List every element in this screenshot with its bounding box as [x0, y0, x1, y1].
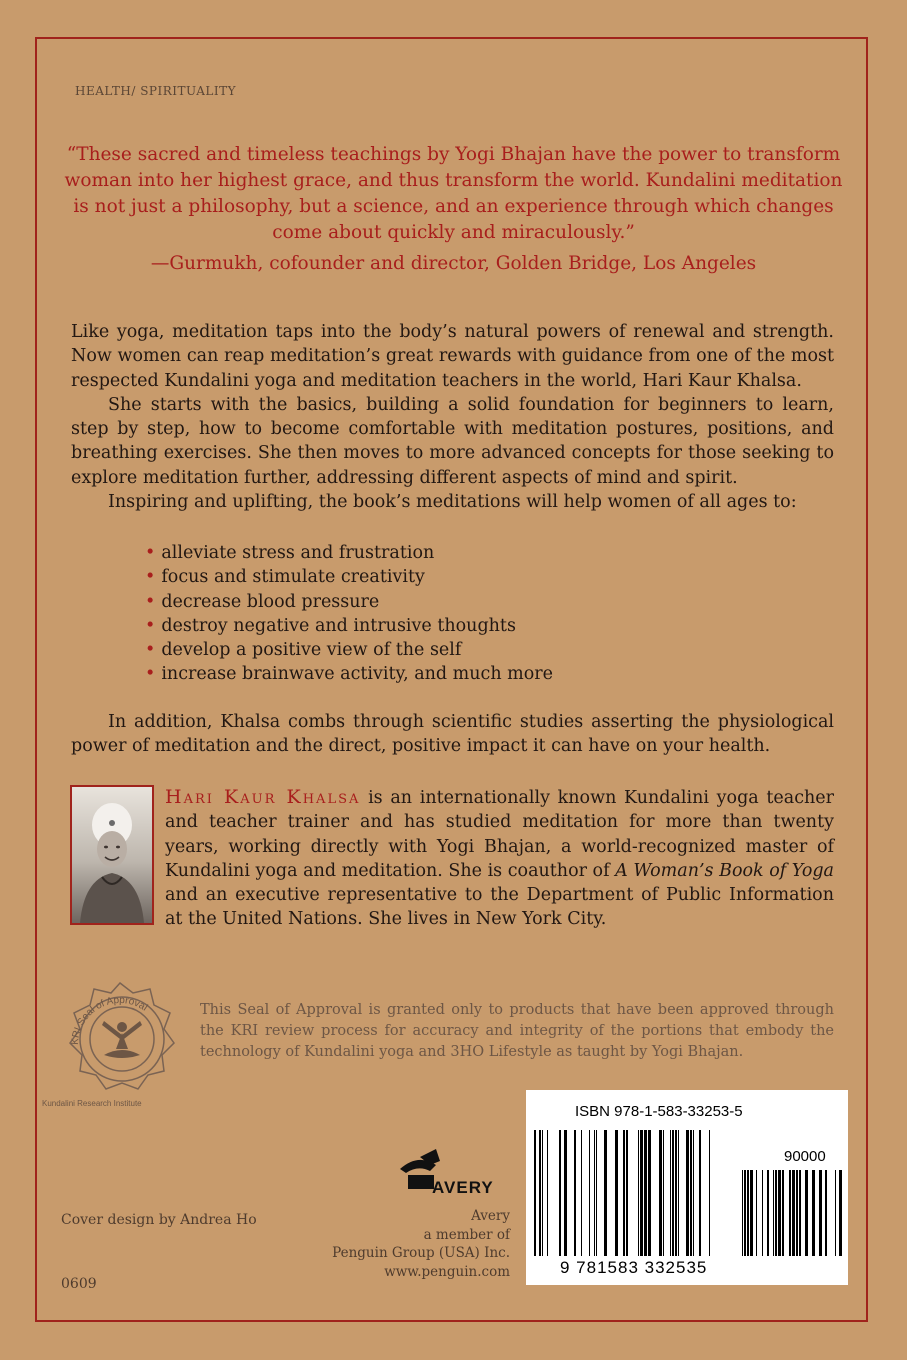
author-bio: Hari Kaur Khalsa is an internationally known Kundalini yoga teacher and teacher trainer and has studied meditation for more than twenty years, working directly with Yogi Bhajan, a world-recognized master of Kundalini yoga and meditation. She is coauthor of A Woman’s Book of Yoga and an executive representative to the Department of Public Information at the United Nations. She lives in New York City.	[165, 786, 835, 930]
paragraph-1: Like yoga, meditation taps into the body’s natural powers of renewal and strength. Now women can reap meditation’s great rewards with guidance from one of the most respected Kundalini yoga and meditation teachers in the world, Hari Kaur Khalsa.	[71, 322, 834, 391]
barcode-bar	[778, 1170, 781, 1256]
barcode-bar	[796, 1170, 798, 1256]
seal-description: This Seal of Approval is granted only to products that have been approved through the KRI review process for accuracy and integrity of the portions that embody the technology of Kundalini yoga and 3HO Lifestyle as taught by Yogi Bhajan.	[200, 1002, 834, 1060]
seal-arc-text: KRI Seal of Approval	[69, 994, 150, 1046]
barcode-bar	[644, 1130, 647, 1256]
publisher-info	[300, 1207, 510, 1281]
barcode-bar	[792, 1170, 795, 1256]
barcode-bar	[762, 1170, 763, 1256]
barcode-bar	[547, 1130, 548, 1256]
barcode-bar	[604, 1130, 607, 1256]
barcode-bar	[799, 1170, 801, 1256]
barcode-bar	[812, 1170, 815, 1256]
author-photo	[70, 785, 154, 925]
isbn-text: ISBN 978-1-583-33253-5	[575, 1103, 743, 1120]
barcode-bar	[675, 1130, 677, 1256]
barcode-bar	[825, 1170, 827, 1256]
barcode-bar	[773, 1170, 774, 1256]
paragraph-3: Inspiring and uplifting, the book’s meditations will help women of all ages to:	[108, 492, 797, 513]
list-item: • destroy negative and intrusive thoughts	[145, 615, 516, 636]
barcode-bar	[805, 1170, 808, 1256]
barcode-bar	[542, 1130, 543, 1256]
list-item: • focus and stimulate creativity	[145, 567, 425, 588]
barcode-bar	[835, 1170, 836, 1256]
description-body	[71, 320, 834, 514]
barcode-bar	[690, 1130, 692, 1256]
benefit-list	[145, 541, 553, 687]
bullet-icon: •	[145, 664, 156, 685]
barcode-bar	[742, 1170, 743, 1256]
barcode-bar	[744, 1170, 746, 1256]
barcode-bar	[775, 1170, 777, 1256]
barcode-bar	[594, 1130, 595, 1256]
barcode-number: 9 781583 332535	[560, 1258, 708, 1277]
bullet-icon: •	[145, 615, 156, 636]
bullet-icon: •	[145, 640, 156, 661]
addition-paragraph: In addition, Khalsa combs through scientific studies asserting the physiological power of meditation and the direct, positive impact it can have on your health.	[71, 712, 834, 757]
barcode-bar	[623, 1130, 625, 1256]
barcode-bar	[534, 1130, 536, 1256]
endorsement-quote: “These sacred and timeless teachings by Yogi Bhajan have the power to transform woman into her highest grace, and thus transform the world. Kundalini meditation is not just a philosophy, but a science, and an experience through which changes come about quickly and miraculously.”	[64, 144, 843, 243]
barcode-bar	[564, 1130, 567, 1256]
author-name: Hari Kaur Khalsa	[165, 786, 361, 808]
bullet-icon: •	[145, 591, 156, 612]
kri-seal	[38, 975, 198, 1125]
barcode-bar	[756, 1170, 757, 1256]
avery-wordmark: AVERY	[432, 1178, 494, 1197]
barcode-bar	[638, 1130, 639, 1256]
barcode-bar	[747, 1170, 749, 1256]
barcode-bar	[589, 1130, 590, 1256]
bullet-icon: •	[145, 543, 156, 563]
book-title: A Woman’s Book of Yoga	[615, 860, 834, 881]
barcode-bar	[672, 1130, 674, 1256]
barcode-bar	[581, 1130, 582, 1256]
publisher-line: a member of	[423, 1226, 510, 1243]
barcode-bar	[686, 1130, 689, 1256]
cover-design-credit: Cover design by Andrea Ho	[61, 1212, 257, 1228]
barcode-bar	[596, 1130, 597, 1256]
price-code: 90000	[784, 1148, 826, 1165]
barcode-bar	[663, 1130, 664, 1256]
publisher-line: Avery	[471, 1208, 510, 1224]
barcode-bar	[782, 1170, 784, 1256]
barcode-bar	[659, 1130, 662, 1256]
barcode-bar	[670, 1130, 671, 1256]
category-label: HEALTH/ SPIRITUALITY	[75, 84, 237, 98]
barcode-bar	[839, 1170, 842, 1256]
paragraph-2: She starts with the basics, building a solid foundation for beginners to learn, step by step, how to become comfortable with meditation postures, positions, and breathing exercises. She then moves to more advanced concepts for those seeking to explore meditation further, addressing different aspects of mind and spirit.	[71, 394, 834, 488]
barcode-bar	[819, 1170, 822, 1256]
barcode-bar	[574, 1130, 576, 1256]
barcode-bar	[539, 1130, 541, 1256]
barcode-bar	[693, 1130, 694, 1256]
svg-text:KRI Seal of Approval	[70, 995, 149, 1045]
seal-caption: Kundalini Research Institute	[42, 1099, 142, 1108]
list-item: • increase brainwave activity, and much more	[145, 664, 554, 685]
barcode-bar	[767, 1170, 769, 1256]
print-code: 0609	[61, 1276, 97, 1292]
bullet-icon: •	[145, 567, 156, 588]
list-item: • decrease blood pressure	[145, 591, 380, 612]
barcode-bar	[648, 1130, 651, 1256]
barcode-bar	[750, 1170, 753, 1256]
list-item: • alleviate stress and frustration	[145, 543, 435, 563]
publisher-line: Penguin Group (USA) Inc.	[332, 1245, 510, 1261]
barcode-bar	[789, 1170, 791, 1256]
barcode-bar	[640, 1130, 643, 1256]
quote-attribution: —Gurmukh, cofounder and director, Golden Bridge, Los Angeles	[150, 253, 757, 274]
barcode-bar	[699, 1130, 701, 1256]
list-item: • develop a positive view of the self	[145, 640, 462, 661]
barcode-bar	[626, 1130, 628, 1256]
barcode-bar	[678, 1130, 679, 1256]
publisher-line: www.penguin.com	[384, 1263, 510, 1280]
barcode-bar	[709, 1130, 710, 1256]
barcode-bar	[615, 1130, 618, 1256]
barcode-bar	[559, 1130, 561, 1256]
